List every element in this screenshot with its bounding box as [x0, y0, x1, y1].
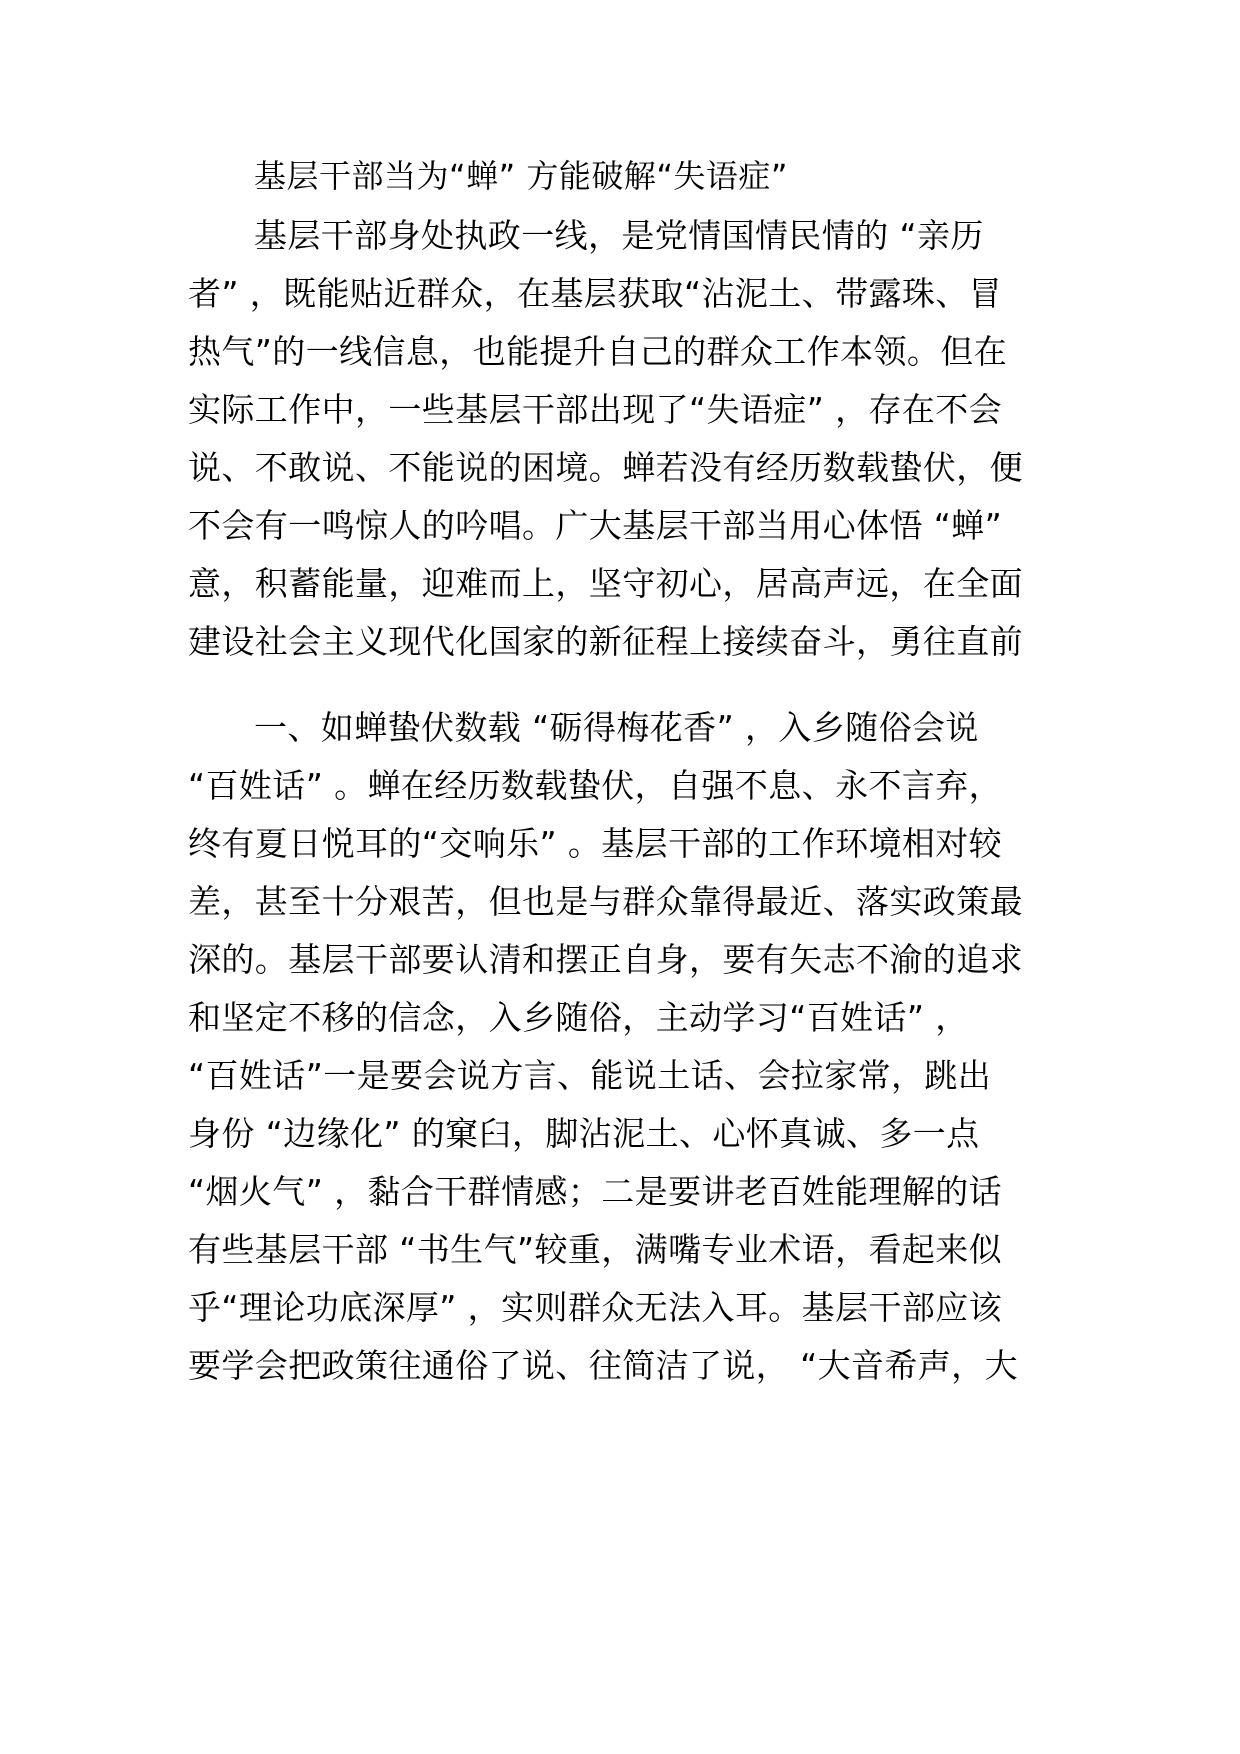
- paragraph-2-line-12: 要学会把政策往通俗了说、往简洁了说， “大音希声，大: [188, 1346, 1018, 1385]
- article-title: 基层干部当为“蝉” 方能破解“失语症”: [254, 157, 788, 195]
- paragraph-2-line-4: 差，甚至十分艰苦，但也是与群众靠得最近、落实政策最: [188, 882, 1023, 921]
- paragraph-2-line-7: “百姓话”一是要会说方言、能说土话、会拉家常，跳出: [188, 1056, 992, 1095]
- paragraph-1-line-4: 实际工作中，一些基层干部出现了“失语症” ，存在不会: [188, 390, 1003, 429]
- paragraph-1-line-8: 建设社会主义现代化国家的新征程上接续奋斗，勇往直前: [188, 622, 1023, 661]
- paragraph-2-line-8: 身份 “边缘化” 的窠臼，脚沾泥土、心怀真诚、多一点: [188, 1114, 980, 1153]
- paragraph-2-line-5: 深的。基层干部要认清和摆正自身，要有矢志不渝的追求: [188, 940, 1023, 979]
- paragraph-1-line-7: 意，积蓄能量，迎难而上，坚守初心，居高声远，在全面: [188, 564, 1023, 603]
- paragraph-1-line-3: 热气”的一线信息，也能提升自己的群众工作本领。但在: [188, 332, 1008, 371]
- paragraph-2-line-10: 有些基层干部 “书生气”较重，满嘴专业术语，看起来似: [188, 1230, 1003, 1269]
- paragraph-1-line-1: 基层干部身处执政一线，是党情国情民情的 “亲历: [254, 216, 984, 255]
- paragraph-1-line-2: 者” ，既能贴近群众，在基层获取“沾泥土、带露珠、冒: [188, 274, 1003, 313]
- paragraph-2-line-9: “烟火气” ，黏合干群情感；二是要讲老百姓能理解的话: [188, 1172, 1003, 1211]
- paragraph-2-line-1: 一、如蝉蛰伏数载 “砺得梅花香” ，入乡随俗会说: [254, 708, 979, 747]
- paragraph-2-line-2: “百姓话” 。蝉在经历数载蛰伏，自强不息、永不言弃，: [188, 766, 1003, 805]
- paragraph-1-line-5: 说、不敢说、不能说的困境。蝉若没有经历数载蛰伏，便: [188, 448, 1023, 487]
- paragraph-1-line-6: 不会有一鸣惊人的吟唱。广大基层干部当用心体悟 “蝉”: [188, 506, 1003, 545]
- paragraph-2-line-3: 终有夏日悦耳的“交响乐” 。基层干部的工作环境相对较: [188, 824, 1003, 863]
- paragraph-2-line-6: 和坚定不移的信念，入乡随俗，主动学习“百姓话” ，: [188, 998, 969, 1037]
- paragraph-2-line-11: 乎“理论功底深厚” ，实则群众无法入耳。基层干部应该: [188, 1288, 1003, 1327]
